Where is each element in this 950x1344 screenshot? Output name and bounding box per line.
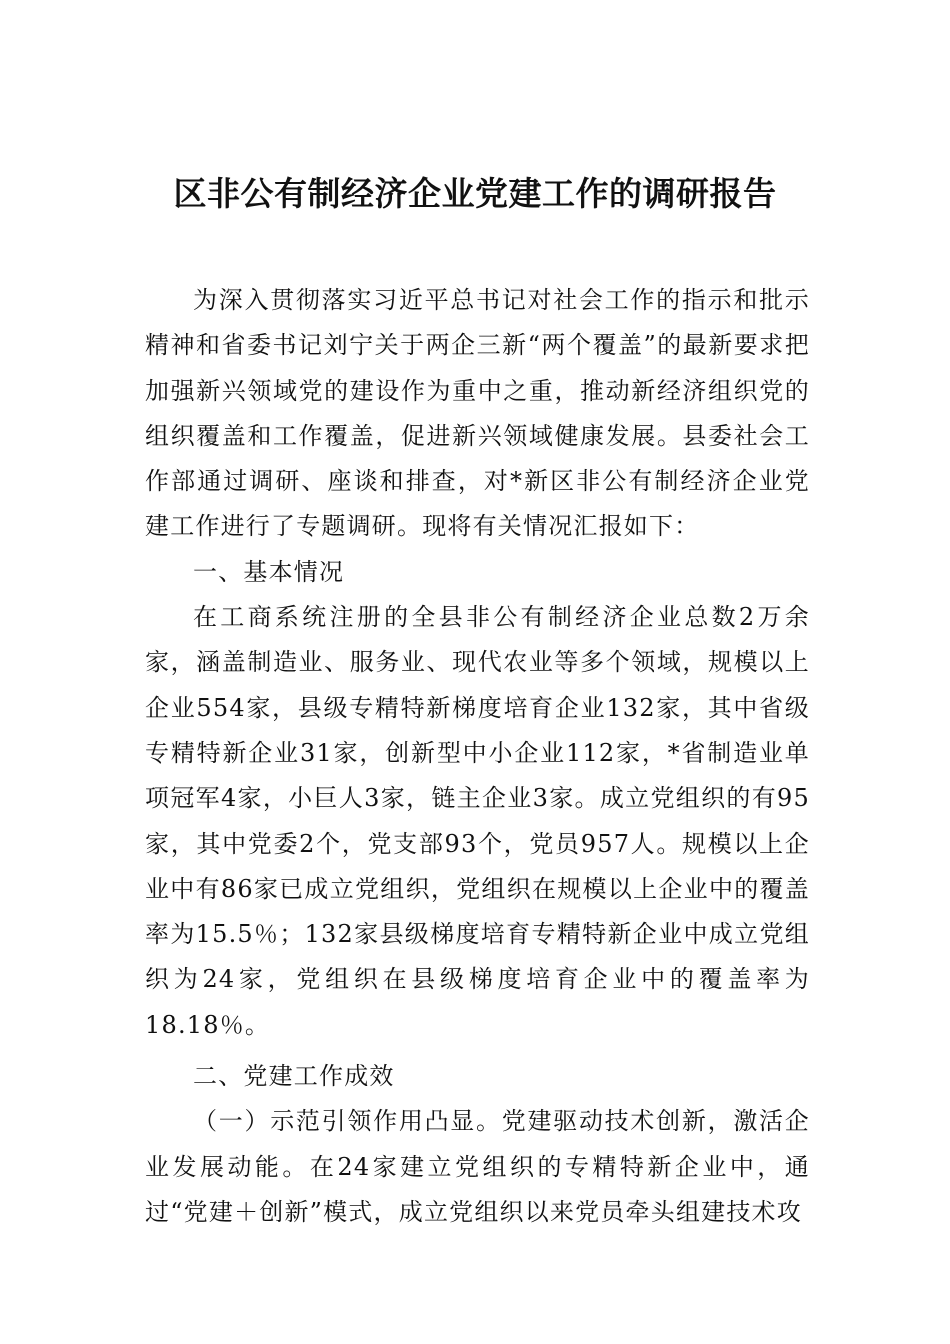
document-body	[145, 278, 810, 1235]
basic-situation-paragraph: 在工商系统注册的全县非公有制经济企业总数2万余家，涵盖制造业、服务业、现代农业等多个领域，规模以上企业554家，县级专精特新梯度培育企业132家，其中省级专精特新企业31家，创新型中小企业112家，*省制造业单项冠军4家，小巨人3家，链主企业3家。成立党组织的有95家，其中党委2个，党支部93个，党员957人。规模以上企业中有86家已成立党组织，党组织在规模以上企业中的覆盖率为15.5％；132家县级梯度培育专精特新企业中成立党组织为24家，党组织在县级梯度培育企业中的覆盖率为18.18％。	[145, 603, 810, 1039]
document-title: 区非公有制经济企业党建工作的调研报告	[173, 174, 777, 213]
intro-paragraph: 为深入贯彻落实习近平总书记对社会工作的指示和批示精神和省委书记刘宁关于两企三新“两个覆盖”的最新要求把加强新兴领域党的建设作为重中之重，推动新经济组织党的组织覆盖和工作覆盖，促进新兴领域健康发展。县委社会工作部通过调研、座谈和排查，对*新区非公有制经济企业党建工作进行了专题调研。现将有关情况汇报如下：	[145, 286, 810, 541]
achievements-paragraph: （一）示范引领作用凸显。党建驱动技术创新，激活企业发展动能。在24家建立党组织的专精特新企业中，通过“党建＋创新”模式，成立党组织以来党员牵头组建技术攻	[145, 1107, 810, 1226]
section-heading-achievements: 二、党建工作成效	[193, 1062, 395, 1091]
section-heading-basic-situation: 一、基本情况	[193, 557, 345, 586]
